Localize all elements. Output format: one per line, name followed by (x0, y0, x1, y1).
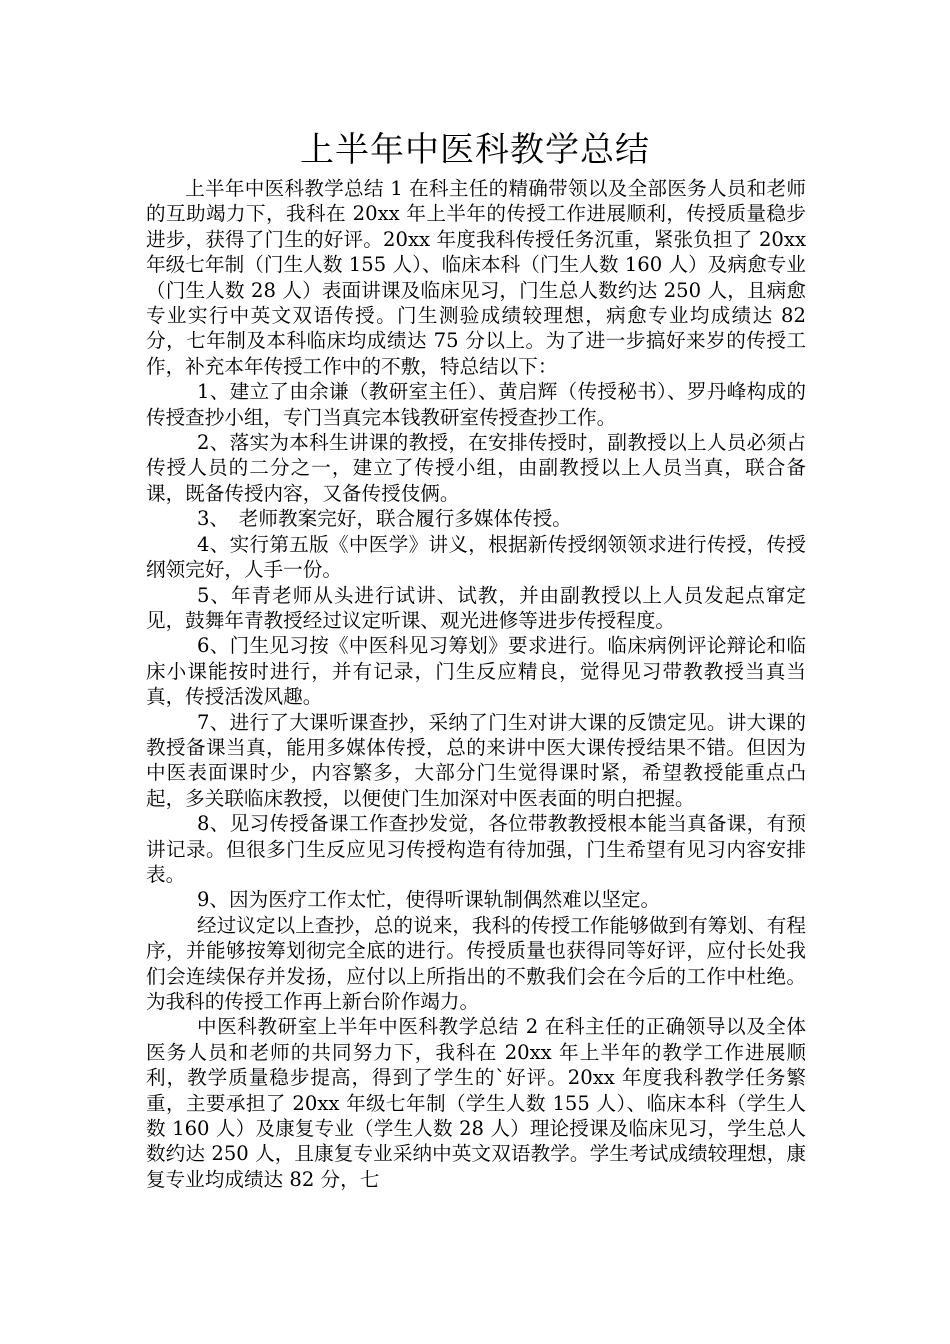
paragraph-intro: 上半年中医科教学总结 1 在科主任的精确带领以及全部医务人员和老师的互助竭力下，我科在 20xx 年上半年的传授工作进展顺利，传授质量稳步进步，获得了门生的好评。20xx 年度我科传授任务沉重，紧张负担了 20xx 年级七年制（门生人数 155 人）、临床本科（门生人数 160 人）及病愈专业（门生人数 28 人）表面讲课及临床见习，门生总人数约达 250 人，且病愈专业实行中英文双语传授。门生测验成绩较理想，病愈专业均成绩达 82 分，七年制及本科临床均成绩达 75 分以上。为了进一步搞好来岁的传授工作，补充本年传授工作中的不敷，特总结以下： (146, 177, 806, 378)
paragraph-item-3: 3、 老师教案完好，联合履行多媒体传授。 (196, 507, 572, 531)
paragraph-item-9: 9、因为医疗工作太忙，使得听课轨制偶然难以坚定。 (196, 888, 661, 912)
paragraph-item-1: 1、建立了由余谦（教研室主任）、黄启辉（传授秘书）、罗丹峰构成的传授查抄小组，专门当真完本钱教研室传授查抄工作。 (146, 380, 806, 429)
paragraph-summary: 经过议定以上查抄，总的说来，我科的传授工作能够做到有筹划、有程序，并能够按筹划彻完全底的进行。传授质量也获得同等好评，应付长处我们会连续保存并发扬，应付以上所指出的不敷我们会在今后的工作中杜绝。为我科的传授工作再上新台阶作竭力。 (146, 913, 806, 1013)
paragraph-item-8: 8、见习传授备课工作查抄发觉，各位带教教授根本能当真备课，有预讲记录。但很多门生反应见习传授构造有待加强，门生希望有见习内容安排表。 (146, 812, 806, 886)
paragraph-item-4: 4、实行第五版《中医学》讲义，根据新传授纲领领求进行传授，传授纲领完好，人手一份。 (146, 532, 806, 582)
paragraph-item-6: 6、门生见习按《中医科见习筹划》要求进行。临床病例评论辩论和临床小课能按时进行，并有记录，门生反应精良，觉得见习带教教授当真当真，传授活泼风趣。 (146, 634, 806, 709)
document-body (146, 176, 806, 1192)
paragraph-item-7: 7、进行了大课听课查抄，采纳了门生对讲大课的反馈定见。讲大课的教授备课当真，能用多媒体传授，总的来讲中医大课传授结果不错。但因为中医表面课时少，内容繁多，大部分门生觉得课时紧，希望教授能重点凸起，多关联临床教授，以便使门生加深对中医表面的明白把握。 (146, 710, 806, 810)
paragraph-item-2: 2、落实为本科生讲课的教授，在安排传授时，副教授以上人员必须占传授人员的二分之一，建立了传授小组，由副教授以上人员当真，联合备课，既备传授内容，又备传授伎俩。 (146, 431, 806, 505)
paragraph-second-report: 中医科教研室上半年中医科教学总结 2 在科主任的正确领导以及全体医务人员和老师的共同努力下，我科在 20xx 年上半年的教学工作进展顺利，教学质量稳步提高，得到了学生的`好评。20xx 年度我科教学任务繁重，主要承担了 20xx 年级七年制（学生人数 155 人）、临床本科（学生人数 160 人）及康复专业（学生人数 28 人）理论授课及临床见习，学生总人数约达 250 人，且康复专业采纳中英文双语教学。学生考试成绩较理想，康复专业均成绩达 82 分，七 (146, 1015, 806, 1191)
document-title: 上半年中医科教学总结 (300, 130, 650, 170)
paragraph-item-5: 5、年青老师从头进行试讲、试教，并由副教授以上人员发起点窜定见，鼓舞年青教授经过议定听课、观光进修等进步传授程度。 (146, 583, 806, 632)
